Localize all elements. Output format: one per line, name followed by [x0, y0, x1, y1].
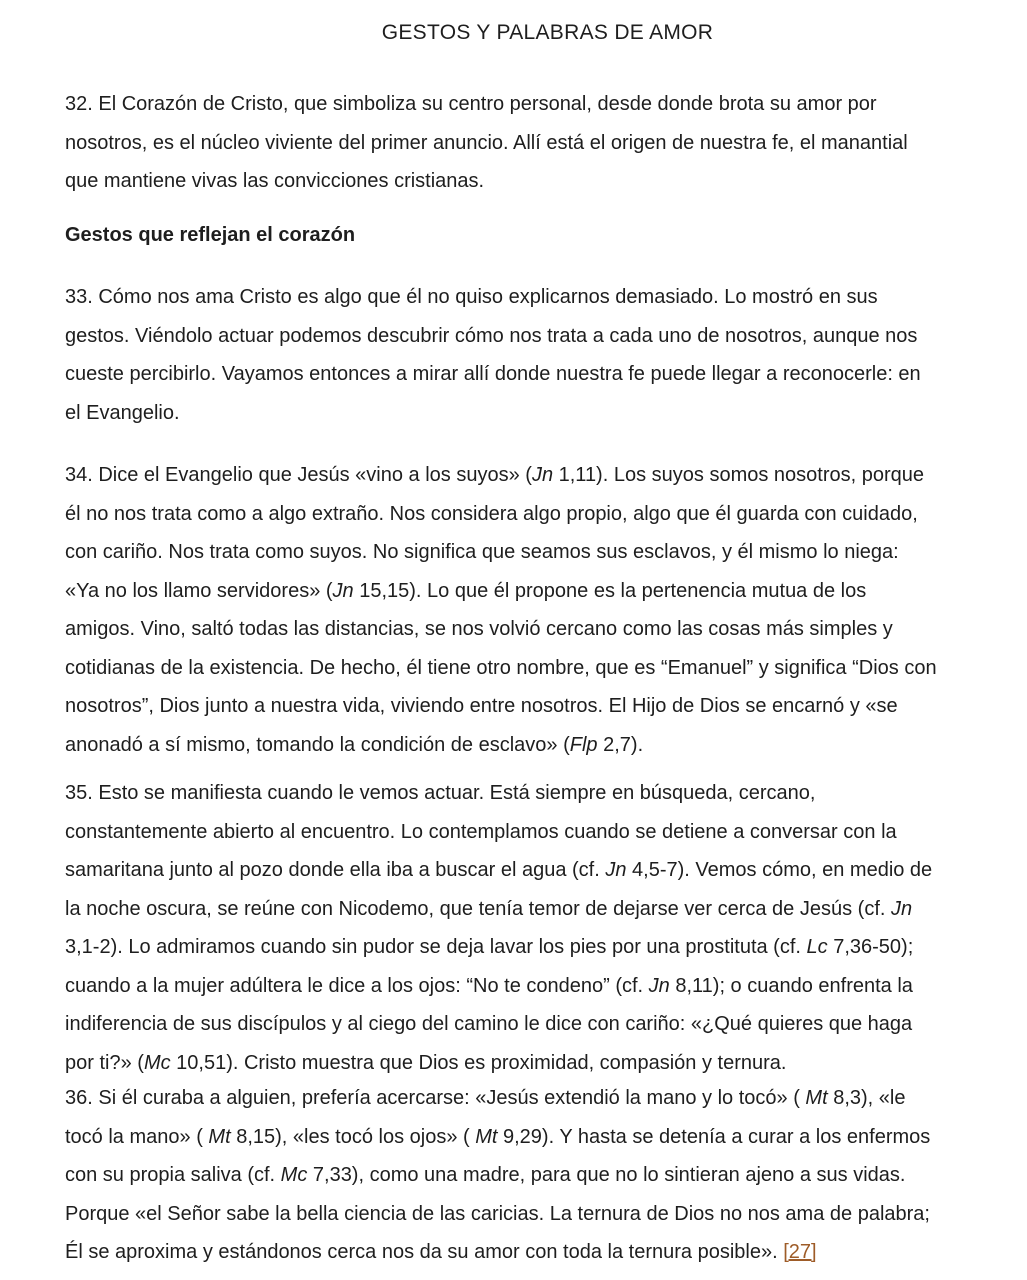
text-line — [65, 394, 1027, 433]
text-segment: samaritana junto al pozo donde ella iba a buscar el agua (cf. — [65, 859, 606, 881]
text-line — [65, 928, 1027, 967]
text-line — [65, 726, 1027, 765]
text-segment: que mantiene vivas las convicciones cristianas. — [65, 170, 485, 192]
text-line — [65, 774, 1027, 813]
text-segment: indiferencia de sus discípulos y al ciego del camino le dice con cariño: «¿Qué quieres que haga — [65, 1013, 913, 1035]
scripture-reference: Mc — [280, 1164, 308, 1186]
text-segment: tocó la mano» ( — [65, 1125, 209, 1148]
text-segment: 34. Dice el Evangelio que Jesús «vino a los suyos» ( — [65, 464, 532, 486]
text-segment: 9,29). Y hasta se detenía a curar a los enfermos — [497, 1125, 931, 1148]
text-segment: 7,33), como una madre, para que no lo sintieran ajeno a sus vidas. — [307, 1164, 906, 1186]
scripture-reference: Jn — [332, 579, 354, 602]
scripture-reference: Jn — [605, 859, 627, 881]
text-segment: con cariño. Nos trata como suyos. No significa que seamos sus esclavos, y él mismo lo niega: — [65, 541, 899, 563]
text-line — [65, 1195, 1027, 1234]
text-segment: cueste percibirlo. Vayamos entonces a mirar allí donde nuestra fe puede llegar a reconocerle: en — [65, 363, 921, 385]
text-segment: anonadó a sí mismo, tomando la condición de esclavo» ( — [65, 733, 570, 756]
text-segment: él no nos trata como a algo extraño. Nos considera algo propio, algo que él guarda con cuidado, — [65, 502, 918, 525]
text-line — [65, 162, 1027, 201]
scripture-reference: Mt — [208, 1125, 231, 1148]
text-line — [65, 1044, 1027, 1083]
text-line — [65, 1005, 1027, 1044]
text-segment: «Ya no los llamo servidores» ( — [65, 579, 333, 602]
text-segment: cuando a la mujer adúltera le dice a los ojos: “No te condeno” (cf. — [65, 974, 649, 997]
scripture-reference: Jn — [891, 897, 913, 920]
text-line — [65, 1118, 1027, 1157]
scripture-reference: Mc — [143, 1051, 171, 1074]
text-line — [65, 278, 1027, 317]
text-line — [65, 813, 1027, 852]
text-line — [65, 456, 1027, 495]
text-line — [65, 967, 1027, 1006]
scripture-reference: Lc — [806, 936, 828, 958]
text-line — [65, 317, 1027, 356]
text-segment: gestos. Viéndolo actuar podemos descubrir cómo nos trata a cada uno de nosotros, aunque nos — [65, 324, 918, 347]
text-line — [65, 890, 1027, 929]
text-line — [65, 495, 1027, 534]
text-line — [65, 533, 1027, 572]
text-segment: Él se aproxima y estándonos cerca nos da su amor con toda la ternura posible». — [65, 1241, 784, 1263]
text-segment: nosotros, es el núcleo viviente del primer anuncio. Allí está el origen de nuestra fe, el manantial — [65, 131, 908, 154]
footnote-link[interactable]: [27] — [783, 1241, 817, 1263]
paragraph-35 — [65, 774, 1027, 1082]
scripture-reference: Jn — [531, 464, 554, 486]
text-line — [65, 1233, 1027, 1272]
paragraph-32 — [65, 85, 1027, 201]
section-heading — [65, 216, 1027, 255]
text-segment: 7,36-50); — [827, 936, 914, 958]
text-segment: 2,7). — [597, 733, 644, 756]
text-segment: con su propia saliva (cf. — [65, 1164, 281, 1186]
text-segment: amigos. Vino, saltó todas las distancias, se nos volvió cercano como las cosas más simples y — [65, 618, 893, 640]
text-line — [65, 649, 1027, 688]
page-title: GESTOS Y PALABRAS DE AMOR — [381, 21, 714, 44]
text-segment: 32. El Corazón de Cristo, que simboliza su centro personal, desde donde brota su amor por — [65, 93, 877, 115]
scripture-reference: Jn — [648, 974, 670, 997]
text-line — [65, 687, 1027, 726]
scripture-reference: Mt — [475, 1125, 498, 1148]
text-line — [65, 355, 1027, 394]
text-line — [65, 124, 1027, 163]
text-segment: Porque «el Señor sabe la bella ciencia de las caricias. La ternura de Dios no nos ama de palabra; — [65, 1202, 930, 1225]
text-segment: 33. Cómo nos ama Cristo es algo que él no quiso explicarnos demasiado. Lo mostró en sus — [65, 286, 878, 308]
text-segment: el Evangelio. — [65, 401, 180, 424]
document-page — [65, 0, 1027, 1280]
text-segment: constantemente abierto al encuentro. Lo contemplamos cuando se detiene a conversar con la — [65, 820, 897, 843]
paragraph-33 — [65, 278, 1027, 432]
paragraph-34 — [65, 456, 1027, 764]
scripture-reference: Flp — [569, 733, 598, 756]
paragraph-36 — [65, 1079, 1027, 1272]
text-segment: cotidianas de la existencia. De hecho, él tiene otro nombre, que es “Emanuel” y significa “Dios con — [65, 656, 937, 679]
text-segment: 8,11); o cuando enfrenta la — [669, 974, 913, 997]
text-segment: por ti?» ( — [65, 1051, 144, 1074]
text-line — [65, 1079, 1027, 1118]
text-line — [65, 610, 1027, 649]
text-line — [65, 851, 1027, 890]
section-heading-text — [65, 216, 1027, 255]
text-segment: 36. Si él curaba a alguien, prefería acercarse: «Jesús extendió la mano y lo tocó» ( — [65, 1087, 806, 1109]
text-segment: 10,51). Cristo muestra que Dios es proximidad, compasión y ternura. — [170, 1051, 787, 1074]
text-segment: 8,15), «les tocó los ojos» ( — [230, 1125, 476, 1148]
text-segment: 15,15). Lo que él propone es la pertenencia mutua de los — [353, 579, 867, 602]
text-segment: la noche oscura, se reúne con Nicodemo, que tenía temor de dejarse ver cerca de Jesús (cf. — [65, 897, 891, 920]
text-line — [65, 1156, 1027, 1195]
text-segment: 35. Esto se manifiesta cuando le vemos actuar. Está siempre en búsqueda, cercano, — [65, 782, 816, 804]
text-segment: 4,5-7). Vemos cómo, en medio de — [626, 859, 933, 881]
text-segment: 8,3), «le — [827, 1087, 906, 1109]
text-segment: 3,1-2). Lo admiramos cuando sin pudor se deja lavar los pies por una prostituta (cf. — [65, 936, 807, 958]
text-segment: nosotros”, Dios junto a nuestra vida, viviendo entre nosotros. El Hijo de Dios se encarnó y «se — [65, 695, 898, 717]
text-segment: 1,11). Los suyos somos nosotros, porque — [553, 464, 924, 486]
text-segment: Gestos que reflejan el corazón — [65, 224, 356, 246]
text-line — [65, 85, 1027, 124]
text-line — [65, 572, 1027, 611]
scripture-reference: Mt — [805, 1087, 828, 1109]
